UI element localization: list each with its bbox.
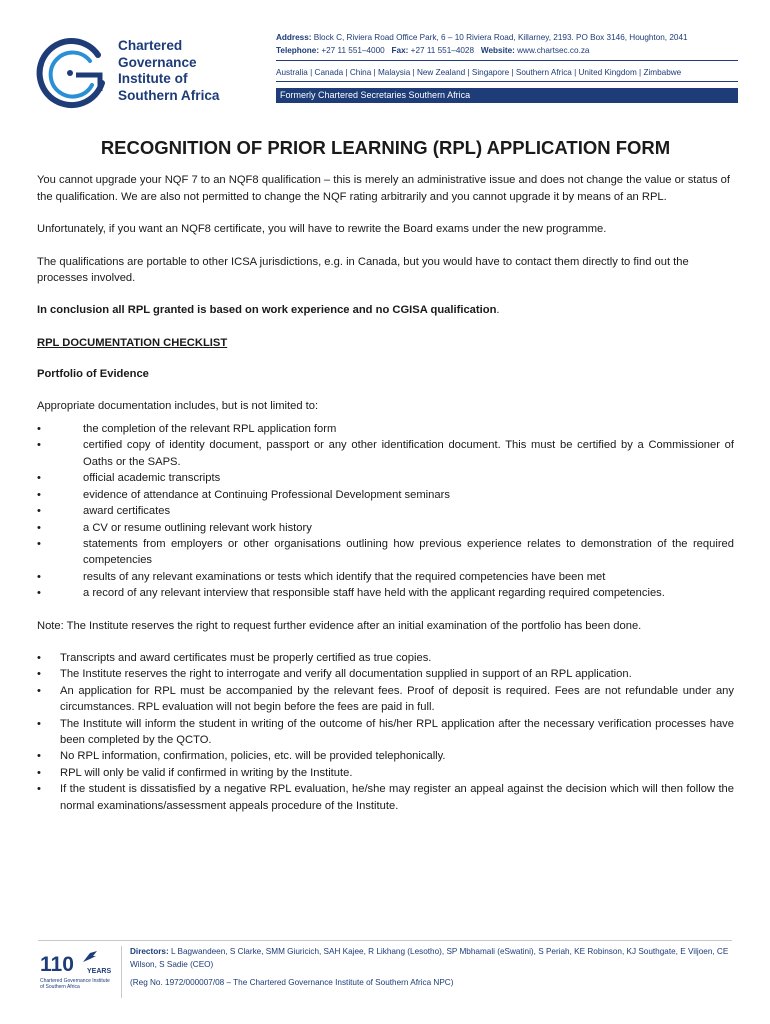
address-label: Address:	[276, 33, 312, 42]
list-item-text: evidence of attendance at Continuing Professional Development seminars	[83, 488, 450, 501]
countries-list: Australia | Canada | China | Malaysia | New Zealand | Singapore | Southern Africa | United Kingdom | Zimbabwe	[276, 68, 682, 77]
directors-list	[130, 945, 740, 971]
bullet-icon: •	[37, 423, 41, 436]
document-title: RECOGNITION OF PRIOR LEARNING (RPL) APPLICATION FORM	[100, 137, 671, 158]
bullet-icon: •	[37, 587, 41, 600]
bullet-icon: •	[37, 488, 41, 501]
org-name-line: Governance	[118, 54, 197, 70]
letterhead	[0, 0, 770, 120]
directors-label: Directors:	[130, 947, 169, 956]
list-item-text: RPL will only be valid if confirmed in writing by the Institute.	[60, 766, 353, 779]
list-item	[37, 437, 734, 470]
registration-number: (Reg No. 1972/000007/08 – The Chartered Governance Institute of Southern Africa NPC)	[130, 978, 454, 987]
list-item-text: The Institute will inform the student in writing of the outcome of his/her RPL application after the necessary verification processes have been completed by the QCTO.	[60, 717, 734, 746]
portfolio-heading: Portfolio of Evidence	[37, 368, 149, 381]
list-item	[37, 470, 734, 486]
paragraph: You cannot upgrade your NQF 7 to an NQF8 qualification – this is merely an administrative issue and does not change the value or status of the qualification. We are also not permitted to change the NQF rating arbitrarily and you cannot upgrade it by means of an RPL.	[37, 174, 730, 203]
conclusion-paragraph	[37, 302, 734, 318]
contact-info	[276, 31, 688, 57]
bullet-icon: •	[37, 439, 41, 452]
years-word: YEARS	[87, 968, 112, 975]
footer-divider	[38, 940, 732, 941]
phone-line	[276, 44, 688, 57]
cgisa-logo-icon	[36, 35, 112, 111]
page-footer	[0, 938, 770, 1024]
org-name-line: Chartered	[118, 38, 183, 53]
list-item	[37, 585, 734, 601]
list-item-text: results of any relevant examinations or tests which identify that the required competencies have been met	[83, 570, 606, 583]
years-number: 110	[40, 953, 74, 976]
bird-icon	[82, 950, 98, 964]
directors-names: L Bagwandeen, S Clarke, SMM Giuricich, SAH Kajee, R Likhang (Lesotho), SP Mbhamali (eSwatini), S Periah, KE Robinson, KJ Southgate, E Viljoen, CE Wilson, S Sadie (CEO)	[130, 947, 729, 969]
telephone-label: Telephone:	[276, 46, 320, 55]
header-divider	[276, 81, 738, 82]
list-item	[37, 683, 734, 716]
list-item	[37, 520, 734, 536]
list-item	[37, 536, 734, 569]
bullet-icon: •	[37, 668, 41, 681]
conclusion-text: In conclusion all RPL granted is based on work experience and no CGISA qualification	[37, 304, 497, 317]
bullet-icon: •	[37, 766, 41, 779]
bullet-icon: •	[37, 651, 41, 664]
list-item-text: No RPL information, confirmation, policies, etc. will be provided telephonically.	[60, 750, 446, 763]
address-line	[276, 31, 688, 44]
list-item	[37, 487, 734, 503]
address-text: Block C, Riviera Road Office Park, 6 – 10 Riviera Road, Killarney, 2193. PO Box 3146, Houghton, 2041	[313, 33, 688, 42]
years-caption: Chartered Governance Institute of Southern Africa	[40, 978, 110, 990]
org-name	[118, 38, 219, 104]
checklist-heading: RPL DOCUMENTATION CHECKLIST	[37, 336, 228, 349]
list-item-text: official academic transcripts	[83, 472, 221, 485]
list-item-text: An application for RPL must be accompanied by the relevant fees. Proof of deposit is required. Fees are not refundable under any circumstances. RPL evaluation will not begin before the fees are paid in full.	[60, 684, 734, 714]
anniversary-logo	[40, 954, 110, 990]
list-item	[37, 765, 734, 781]
footer-vertical-divider	[121, 946, 122, 998]
list-item-text: a CV or resume outlining relevant work history	[83, 521, 312, 534]
bullet-icon: •	[37, 505, 41, 518]
website-label: Website:	[480, 46, 515, 55]
bullet-icon: •	[37, 472, 41, 485]
list-item	[37, 666, 734, 682]
list-item-text: certified copy of identity document, passport or any other identification document. This must be certified by a Commissioner of Oaths or the SAPS.	[83, 439, 734, 468]
list-item	[37, 716, 734, 749]
bullet-icon: •	[37, 783, 41, 796]
list-item-text: The Institute reserves the right to interrogate and verify all documentation supplied in support of an RPL application.	[60, 668, 632, 681]
org-name-line: Institute of	[118, 71, 188, 86]
rpl-rules-list	[37, 650, 734, 814]
list-item-text: If the student is dissatisfied by a negative RPL evaluation, he/she may register an appeal against the decision which will then follow the normal examinations/assessment appeals procedure of the Institute.	[60, 783, 734, 812]
formerly-banner: Formerly Chartered Secretaries Southern Africa	[276, 88, 738, 103]
document-body	[37, 137, 734, 814]
documentation-checklist	[37, 421, 734, 601]
list-item	[37, 748, 734, 764]
list-item-text: the completion of the relevant RPL application form	[83, 423, 337, 436]
website-link[interactable]: www.chartsec.co.za	[517, 46, 590, 55]
list-item	[37, 650, 734, 666]
bullet-icon: •	[37, 570, 41, 583]
bullet-icon: •	[37, 521, 41, 534]
list-item-text: award certificates	[83, 505, 171, 518]
checklist-intro: Appropriate documentation includes, but is not limited to:	[37, 399, 319, 412]
bullet-icon: •	[37, 717, 41, 730]
bullet-icon: •	[37, 537, 41, 550]
header-divider	[276, 60, 738, 61]
list-item	[37, 781, 734, 814]
paragraph: The qualifications are portable to other ICSA jurisdictions, e.g. in Canada, but you would have to contact them directly to find out the processes involved.	[37, 255, 689, 285]
telephone-number: +27 11 551–4000	[321, 46, 385, 55]
paragraph: Unfortunately, if you want an NQF8 certificate, you will have to rewrite the Board exams under the new programme.	[37, 223, 607, 236]
list-item	[37, 569, 734, 585]
org-name-line: Southern Africa	[118, 87, 220, 103]
fax-label: Fax:	[391, 46, 409, 55]
fax-number: +27 11 551–4028	[410, 46, 475, 55]
list-item-text: Transcripts and award certificates must be properly certified as true copies.	[60, 651, 432, 664]
list-item-text: a record of any relevant interview that responsible staff have held with the applicant regarding required competencies.	[83, 587, 665, 600]
bullet-icon: •	[37, 684, 41, 697]
list-item	[37, 503, 734, 519]
bullet-icon: •	[37, 750, 41, 763]
list-item	[37, 421, 734, 437]
note-paragraph: Note: The Institute reserves the right to request further evidence after an initial examination of the portfolio has been done.	[37, 619, 642, 632]
conclusion-period: .	[496, 304, 500, 317]
list-item-text: statements from employers or other organisations outlining how previous experience relates to demonstration of the required competencies	[83, 537, 734, 567]
